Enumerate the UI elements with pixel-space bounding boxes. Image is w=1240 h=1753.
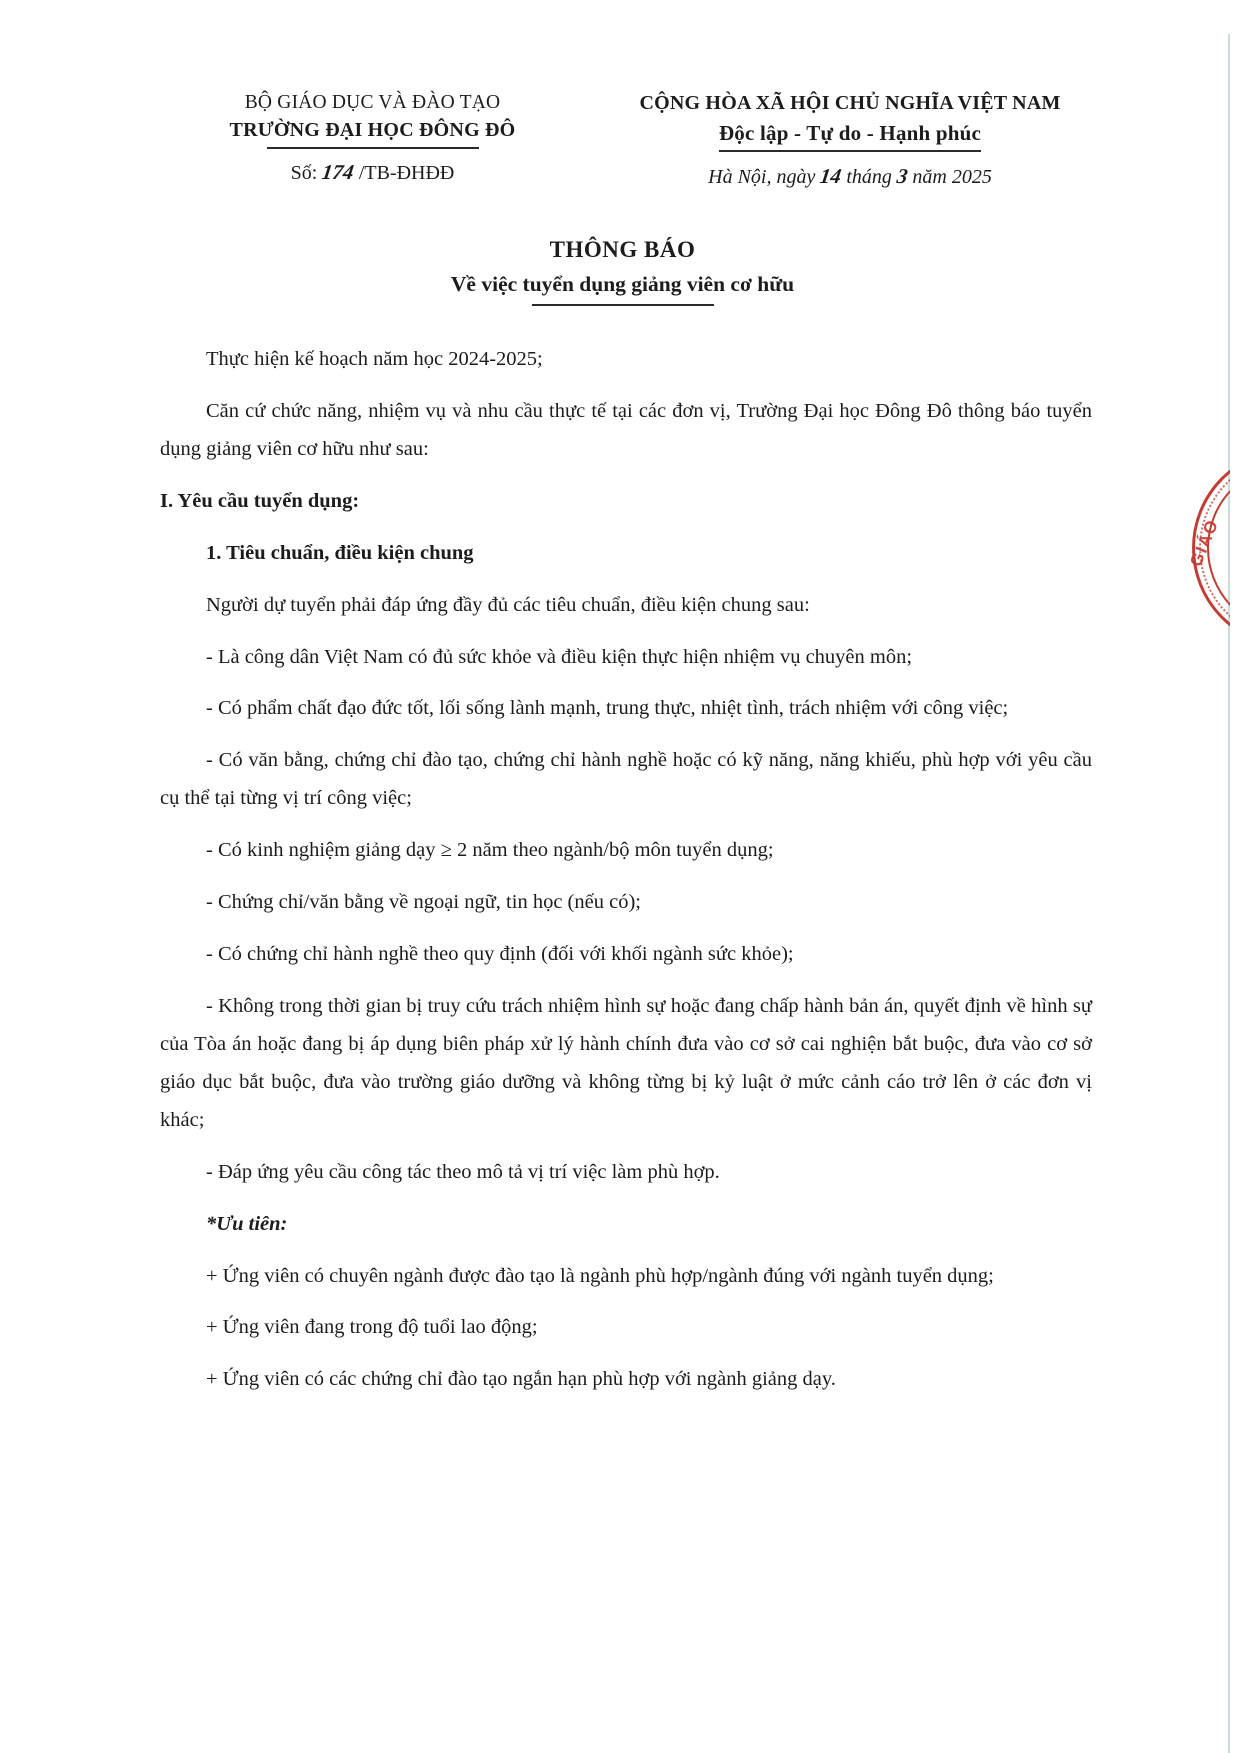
paragraph: Thực hiện kế hoạch năm học 2024-2025; bbox=[206, 348, 543, 370]
date-year: năm 2025 bbox=[912, 166, 992, 188]
date-prefix: Hà Nội, ngày bbox=[708, 166, 816, 188]
plus-item: + Ứng viên đang trong độ tuổi lao động; bbox=[206, 1316, 538, 1339]
priority-heading: *Ưu tiên: bbox=[206, 1212, 288, 1235]
document-subtitle: Về việc tuyển dụng giảng viên cơ hữu bbox=[450, 272, 795, 296]
plus-item: + Ứng viên có các chứng chỉ đào tạo ngắn hạn phù hợp với ngành giảng dạy. bbox=[206, 1368, 836, 1391]
place-and-date bbox=[610, 164, 1090, 189]
document-number bbox=[145, 160, 600, 185]
bullet-item: - Có kinh nghiệm giảng dạy ≥ 2 năm theo ngành/bộ môn tuyển dụng; bbox=[206, 839, 774, 862]
org-name: TRƯỜNG ĐẠI HỌC ĐÔNG ĐÔ bbox=[229, 119, 516, 141]
subsection-heading: 1. Tiêu chuẩn, điều kiện chung bbox=[206, 541, 474, 564]
parent-org-name: BỘ GIÁO DỤC VÀ ĐÀO TẠO bbox=[244, 92, 501, 113]
document-number-handwritten: 174 bbox=[320, 160, 356, 184]
national-header-block bbox=[610, 92, 1090, 189]
section-heading: I. Yêu cầu tuyển dụng: bbox=[160, 489, 360, 512]
document-header bbox=[0, 92, 1240, 189]
bullet-item: - Là công dân Việt Nam có đủ sức khỏe và điều kiện thực hiện nhiệm vụ chuyên môn; bbox=[206, 645, 913, 668]
document-body bbox=[160, 341, 1092, 1413]
bullet-item: - Có phẩm chất đạo đức tốt, lối sống lành mạnh, trung thực, nhiệt tình, trách nhiệm với công việc; bbox=[206, 697, 1009, 720]
bullet-item: - Đáp ứng yêu cầu công tác theo mô tả vị trí việc làm phù hợp. bbox=[206, 1160, 720, 1183]
bullet-item: - Có chứng chỉ hành nghề theo quy định (đối với khối ngành sức khỏe); bbox=[206, 943, 794, 966]
bullet-item: - Không trong thời gian bị truy cứu trách nhiệm hình sự hoặc đang chấp hành bản án, quyết định về hình sự của Tòa án hoặc đang bị áp dụng biên pháp xử lý hành chính đưa vào cơ sở cai nghiện bắt buộc, đưa vào cơ sở giáo dục bắt buộc, đưa vào trường giáo dưỡng và không từng bị kỷ luật ở mức cảnh cáo trở lên ở các đơn vị khác; bbox=[160, 994, 1092, 1131]
date-month-handwritten: 3 bbox=[895, 164, 910, 188]
page-scan-edge-line bbox=[1228, 34, 1230, 1753]
country-name: CỘNG HÒA XÃ HỘI CHỦ NGHĨA VIỆT NAM bbox=[639, 92, 1061, 114]
subtitle-underline bbox=[532, 304, 714, 306]
national-motto: Độc lập - Tự do - Hạnh phúc bbox=[719, 121, 981, 152]
document-number-suffix: /TB-ĐHĐĐ bbox=[358, 162, 455, 184]
document-title: THÔNG BÁO bbox=[549, 237, 696, 262]
paragraph: Căn cứ chức năng, nhiệm vụ và nhu cầu thực tế tại các đơn vị, Trường Đại học Đông Đô thông báo tuyển dụng giảng viên cơ hữu như sau: bbox=[160, 399, 1092, 460]
org-name-underline bbox=[267, 147, 479, 149]
bullet-item: - Có văn bằng, chứng chỉ đào tạo, chứng chỉ hành nghề hoặc có kỹ năng, năng khiếu, phù hợp với yêu cầu cụ thể tại từng vị trí công việc; bbox=[160, 749, 1092, 810]
plus-item: + Ứng viên có chuyên ngành được đào tạo là ngành phù hợp/ngành đúng với ngành tuyển dụng; bbox=[206, 1264, 994, 1287]
title-block bbox=[155, 237, 1090, 306]
document-number-label: Số: bbox=[290, 162, 318, 184]
date-day-handwritten: 14 bbox=[818, 164, 844, 188]
bullet-item: - Chứng chỉ/văn bằng về ngoại ngữ, tin học (nếu có); bbox=[206, 891, 641, 914]
motto-wrap bbox=[610, 115, 1090, 152]
paragraph: Người dự tuyển phải đáp ứng đầy đủ các tiêu chuẩn, điều kiện chung sau: bbox=[206, 593, 810, 616]
date-month-label: tháng bbox=[846, 166, 892, 188]
stamp-text: GIÁO bbox=[1186, 516, 1223, 570]
issuing-org-block bbox=[145, 92, 600, 189]
red-seal-stamp bbox=[1150, 430, 1230, 680]
